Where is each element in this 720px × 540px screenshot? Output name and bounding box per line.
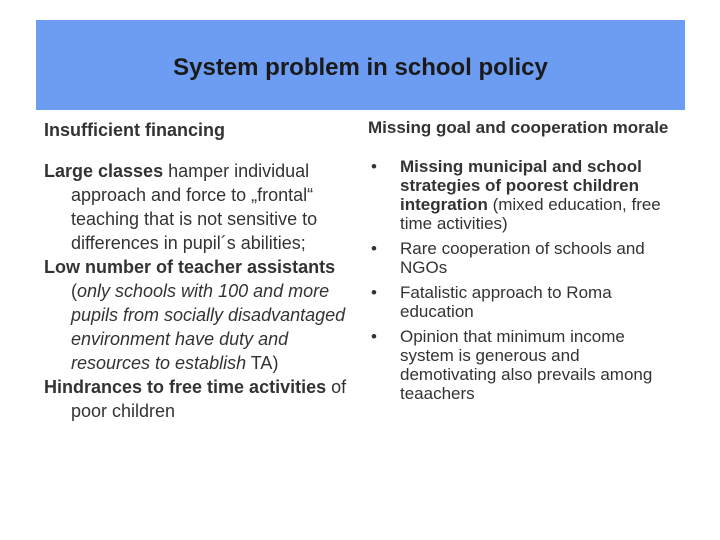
- left-column: [44, 118, 354, 423]
- ta-mid: TA: [246, 353, 273, 373]
- ta-bold: Low number of teacher assistants: [44, 257, 336, 277]
- free-time-text: of poor children: [71, 377, 347, 421]
- left-paragraph-teacher-assistants: [44, 255, 354, 375]
- list-item: [368, 283, 678, 321]
- left-heading: Insufficient financing: [44, 120, 226, 140]
- large-classes-bold: Large classes: [44, 161, 164, 181]
- list-item: [368, 157, 678, 233]
- bullet-icon: •: [371, 283, 377, 302]
- slide-title: System problem in school policy: [173, 54, 548, 81]
- list-item: [368, 239, 678, 277]
- left-paragraph-large-classes: [44, 159, 354, 255]
- large-classes-text: hamper individual approach and force to „frontal“ teaching that is not sensitive to differences in pupil´s abilities;: [71, 161, 318, 253]
- item-bold: Missing municipal and school strategies of poorest children integration: [400, 157, 642, 214]
- title-banner: [36, 20, 685, 110]
- list-item: [368, 327, 678, 403]
- left-paragraph-free-time: [44, 375, 354, 423]
- right-column: [368, 118, 678, 409]
- item-text: Opinion that minimum income system is generous and demotivating also prevails among teaachers: [400, 327, 653, 403]
- bullet-icon: •: [371, 239, 377, 258]
- bullet-icon: •: [371, 157, 377, 176]
- ta-italic: only schools with 100 and more pupils from socially disadvantaged environment have duty and resources to establish: [71, 281, 346, 373]
- bullet-icon: •: [371, 327, 377, 346]
- free-time-bold: Hindrances to free time activities: [44, 377, 327, 397]
- ta-paren-close: ): [272, 353, 279, 373]
- item-text: Rare cooperation of schools and NGOs: [400, 239, 645, 277]
- ta-paren-open: (: [71, 281, 77, 301]
- right-heading: Missing goal and cooperation morale: [368, 118, 669, 137]
- right-bullet-list: [368, 157, 678, 403]
- item-text: Fatalistic approach to Roma education: [400, 283, 612, 321]
- item-text: (mixed education, free time activities): [400, 195, 661, 233]
